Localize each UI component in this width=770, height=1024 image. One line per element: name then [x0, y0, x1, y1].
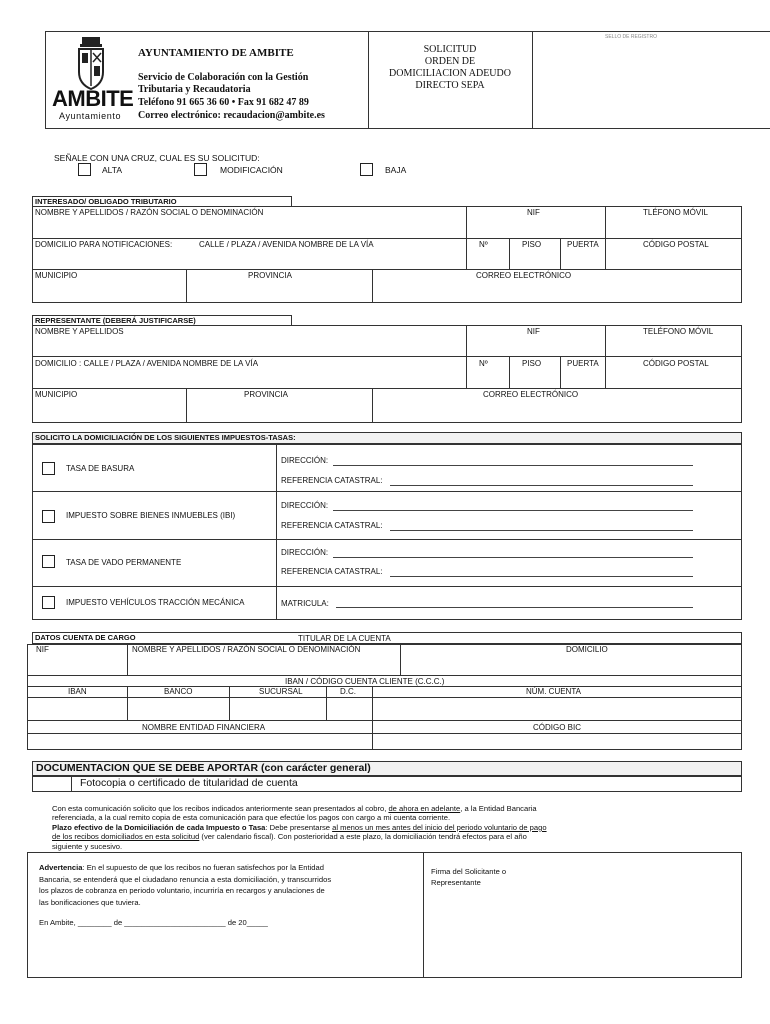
- checkbox-tasa-basura[interactable]: [42, 462, 55, 475]
- row-divider: [32, 539, 742, 540]
- col-divider: [186, 269, 187, 303]
- legal-fragment: Con esta comunicación solicito que los recibos indicados anteriormente sean presentados al cobro,: [52, 804, 389, 813]
- row-divider: [32, 388, 742, 389]
- taxpayer-phone-input[interactable]: [606, 218, 741, 237]
- legal-line: referenciada, a la cual remito copia de esta comunicación para que efectúe los pagos con cargo a mi cuenta corriente.: [52, 813, 451, 823]
- referencia-catastral-input[interactable]: [390, 576, 693, 577]
- request-type-prompt: SEÑALE CON UNA CRUZ, CUAL ES SU SOLICITUD:: [54, 153, 260, 163]
- logo-text: AMBITE: [52, 86, 134, 111]
- row-divider: [27, 686, 742, 687]
- row-divider: [32, 269, 742, 270]
- col-divider: [71, 776, 72, 792]
- warning-text: [39, 862, 419, 908]
- row-divider: [27, 733, 742, 734]
- iban-label: IBAN: [68, 687, 87, 696]
- service-line-2: Tributaria y Recaudatoria: [138, 84, 251, 95]
- taxpayer-floor-label: PISO: [522, 240, 542, 249]
- taxes-section: [32, 444, 742, 620]
- bank-holder-title: TITULAR DE LA CUENTA: [298, 634, 391, 643]
- taxpayer-email-label: CORREO ELECTRÓNICO: [476, 271, 572, 280]
- col-divider: [276, 444, 277, 620]
- taxpayer-street-label: CALLE / PLAZA / AVENIDA NOMBRE DE LA VÍA: [199, 240, 374, 249]
- row-divider: [32, 356, 742, 357]
- doc-title-line: ORDEN DE: [424, 56, 476, 67]
- legal-fragment-underlined: al menos un mes antes del inicio del periodo voluntario de pago: [332, 822, 547, 832]
- representative-title: REPRESENTANTE (DEBERÁ JUSTIFICARSE): [35, 316, 196, 325]
- bank-title: DATOS CUENTA DE CARGO: [35, 633, 136, 642]
- rep-phone-label: TELÉFONO MÓVIL: [643, 327, 714, 336]
- legal-fragment-underlined: de ahora en adelante: [388, 804, 461, 813]
- row-divider: [32, 491, 742, 492]
- banco-label: BANCO: [164, 687, 193, 696]
- checkbox-baja[interactable]: [360, 163, 373, 176]
- bank-nif-label: NIF: [36, 645, 49, 654]
- taxpayer-name-input[interactable]: [33, 218, 465, 237]
- col-divider: [400, 644, 401, 675]
- warning-line: las bonificaciones que tuviera.: [39, 897, 141, 907]
- taxpayer-door-label: PUERTA: [567, 240, 599, 249]
- legal-line: siguiente y sucesivo.: [52, 841, 123, 851]
- taxpayer-municipality-label: MUNICIPIO: [35, 271, 78, 280]
- coat-of-arms-icon: [76, 36, 106, 90]
- matricula-input[interactable]: [336, 607, 693, 608]
- col-divider: [127, 644, 128, 675]
- legal-text: [52, 804, 722, 851]
- date-line[interactable]: En Ambite, ________ de ________________________ de 20_____: [39, 918, 268, 927]
- col-divider: [509, 356, 510, 388]
- legal-fragment-underlined: de los recibos domiciliados en esta solicitud: [52, 832, 200, 842]
- tax-label: TASA DE BASURA: [66, 464, 135, 473]
- direccion-input[interactable]: [333, 465, 693, 466]
- bank-name-label: NOMBRE Y APELLIDOS / RAZÓN SOCIAL O DENOMINACIÓN: [132, 645, 361, 654]
- banco-input[interactable]: [128, 698, 228, 719]
- rep-email-label: CORREO ELECTRÓNICO: [483, 390, 579, 399]
- referencia-catastral-input[interactable]: [390, 530, 693, 531]
- col-divider: [466, 206, 467, 269]
- iban-input[interactable]: [28, 698, 126, 719]
- col-divider: [509, 238, 510, 269]
- tax-label: IMPUESTO VEHÍCULOS TRACCIÓN MECÁNICA: [66, 598, 245, 607]
- direccion-input[interactable]: [333, 557, 693, 558]
- tax-label: IMPUESTO SOBRE BIENES INMUEBLES (IBI): [66, 511, 236, 520]
- checkbox-vado-permanente[interactable]: [42, 555, 55, 568]
- row-divider: [32, 586, 742, 587]
- taxpayer-nif-input[interactable]: [467, 218, 604, 237]
- email-line: Correo electrónico: recaudacion@ambite.es: [138, 110, 325, 121]
- field-label: DIRECCIÓN:: [281, 501, 329, 510]
- tax-label: TASA DE VADO PERMANENTE: [66, 558, 182, 567]
- col-divider: [560, 238, 561, 269]
- rep-nif-label: NIF: [527, 327, 540, 336]
- signature-area[interactable]: [425, 892, 740, 976]
- col-divider: [560, 356, 561, 388]
- legal-fragment: : Debe presentarse: [265, 822, 333, 832]
- legal-fragment: (ver calendario fiscal). Con posterioridad a este plazo, la domiciliación tendrá efectos para el año: [199, 832, 527, 842]
- direccion-input[interactable]: [333, 510, 693, 511]
- taxpayer-address-label: DOMICILIO PARA NOTIFICACIONES:: [35, 240, 173, 249]
- logo-subtitle: Ayuntamiento: [59, 111, 122, 121]
- checkbox-vehiculos[interactable]: [42, 596, 55, 609]
- docs-item: Fotocopia o certificado de titularidad de cuenta: [80, 777, 298, 789]
- rep-postal-label: CÓDIGO POSTAL: [643, 359, 709, 368]
- legal-fragment: , a la Entidad Bancaria: [460, 804, 537, 813]
- warning-line: [39, 862, 419, 874]
- rep-num-label: Nº: [479, 359, 488, 368]
- taxpayer-title: INTERESADO/ OBLIGADO TRIBUTARIO: [35, 197, 177, 206]
- registry-stamp-label: SELLO DE REGISTRO: [605, 34, 657, 40]
- field-label: REFERENCIA CATASTRAL:: [281, 521, 383, 530]
- taxpayer-province-label: PROVINCIA: [248, 271, 293, 280]
- dc-input[interactable]: [327, 698, 371, 719]
- service-line-1: Servicio de Colaboración con la Gestión: [138, 72, 309, 83]
- field-label: REFERENCIA CATASTRAL:: [281, 476, 383, 485]
- field-label: MATRICULA:: [281, 599, 329, 608]
- signature-label: [431, 866, 506, 888]
- rep-floor-label: PISO: [522, 359, 542, 368]
- field-label: DIRECCIÓN:: [281, 548, 329, 557]
- org-name: AYUNTAMIENTO DE AMBITE: [138, 47, 294, 59]
- taxpayer-nif-label: NIF: [527, 208, 540, 217]
- signature-line: Firma del Solicitante o: [431, 867, 507, 876]
- taxes-title: SOLICITO LA DOMICILIACIÓN DE LOS SIGUIENTES IMPUESTOS-TASAS:: [35, 433, 296, 442]
- rep-door-label: PUERTA: [567, 359, 599, 368]
- warning-bold: Advertencia: [39, 863, 83, 872]
- header-divider-2: [532, 31, 533, 129]
- row-divider: [27, 675, 742, 676]
- warning-fragment: : En el supuesto de que los recibos no fueran satisfechos por la Entidad: [82, 863, 324, 872]
- warning-line: los plazos de cobranza en periodo voluntario, incurriría en recargos y anulaciones de: [39, 886, 325, 896]
- legal-line: [52, 804, 722, 813]
- referencia-catastral-input[interactable]: [390, 485, 693, 486]
- iban-title: IBAN / CÓDIGO CUENTA CLIENTE (C.C.C.): [285, 677, 445, 686]
- rep-address-label: DOMICILIO : CALLE / PLAZA / AVENIDA NOMBRE DE LA VÍA: [35, 359, 259, 368]
- rep-name-label: NOMBRE Y APELLIDOS: [35, 327, 124, 336]
- col-divider: [372, 388, 373, 423]
- checkbox-modificacion[interactable]: [194, 163, 207, 176]
- bank-address-label: DOMICILIO: [566, 645, 608, 654]
- bic-label: CÓDIGO BIC: [533, 723, 582, 732]
- header-divider-1: [368, 31, 369, 129]
- legal-line: [52, 832, 722, 841]
- phone-line: Teléfono 91 665 36 60 • Fax 91 682 47 89: [138, 97, 309, 108]
- row-divider: [32, 238, 742, 239]
- doc-title-line: DOMICILIACION ADEUDO: [389, 68, 511, 79]
- col-divider: [372, 269, 373, 303]
- checkbox-ibi[interactable]: [42, 510, 55, 523]
- row-divider: [27, 720, 742, 721]
- field-label: DIRECCIÓN:: [281, 456, 329, 465]
- rep-province-label: PROVINCIA: [244, 390, 289, 399]
- dc-label: D.C.: [340, 687, 356, 696]
- sucursal-input[interactable]: [230, 698, 325, 719]
- option-baja-label: BAJA: [385, 165, 407, 175]
- rep-municipality-label: MUNICIPIO: [35, 390, 78, 399]
- signature-line: Representante: [431, 878, 481, 887]
- num-cuenta-input[interactable]: [373, 698, 741, 719]
- legal-line: [52, 823, 722, 832]
- col-divider: [466, 325, 467, 388]
- doc-title-line: SOLICITUD: [423, 44, 477, 55]
- taxpayer-phone-label: TLÉFONO MÓVIL: [643, 208, 708, 217]
- col-divider: [423, 852, 424, 978]
- sucursal-label: SUCURSAL: [259, 687, 303, 696]
- col-divider: [186, 388, 187, 423]
- option-modificacion-label: MODIFICACIÓN: [220, 165, 283, 175]
- doc-title-line: DIRECTO SEPA: [415, 80, 485, 91]
- warning-line: Bancaria, se entenderá que el ciudadano renuncia a esta domiciliación, y transcurridos: [39, 874, 332, 884]
- document-title: [370, 44, 530, 92]
- entity-label: NOMBRE ENTIDAD FINANCIERA: [142, 723, 266, 732]
- col-divider: [605, 325, 606, 388]
- field-label: REFERENCIA CATASTRAL:: [281, 567, 383, 576]
- num-cuenta-label: NÚM. CUENTA: [526, 687, 581, 696]
- col-divider: [605, 206, 606, 269]
- docs-title: DOCUMENTACION QUE SE DEBE APORTAR (con carácter general): [36, 762, 371, 774]
- option-alta-label: ALTA: [102, 165, 122, 175]
- taxpayer-postal-label: CÓDIGO POSTAL: [643, 240, 709, 249]
- taxpayer-num-label: Nº: [479, 240, 488, 249]
- legal-fragment-bold: Plazo efectivo de la Domiciliación de cada Impuesto o Tasa: [52, 822, 266, 832]
- taxpayer-name-label: NOMBRE Y APELLIDOS / RAZÓN SOCIAL O DENOMINACIÓN: [35, 208, 264, 217]
- checkbox-alta[interactable]: [78, 163, 91, 176]
- representative-section: [32, 325, 742, 423]
